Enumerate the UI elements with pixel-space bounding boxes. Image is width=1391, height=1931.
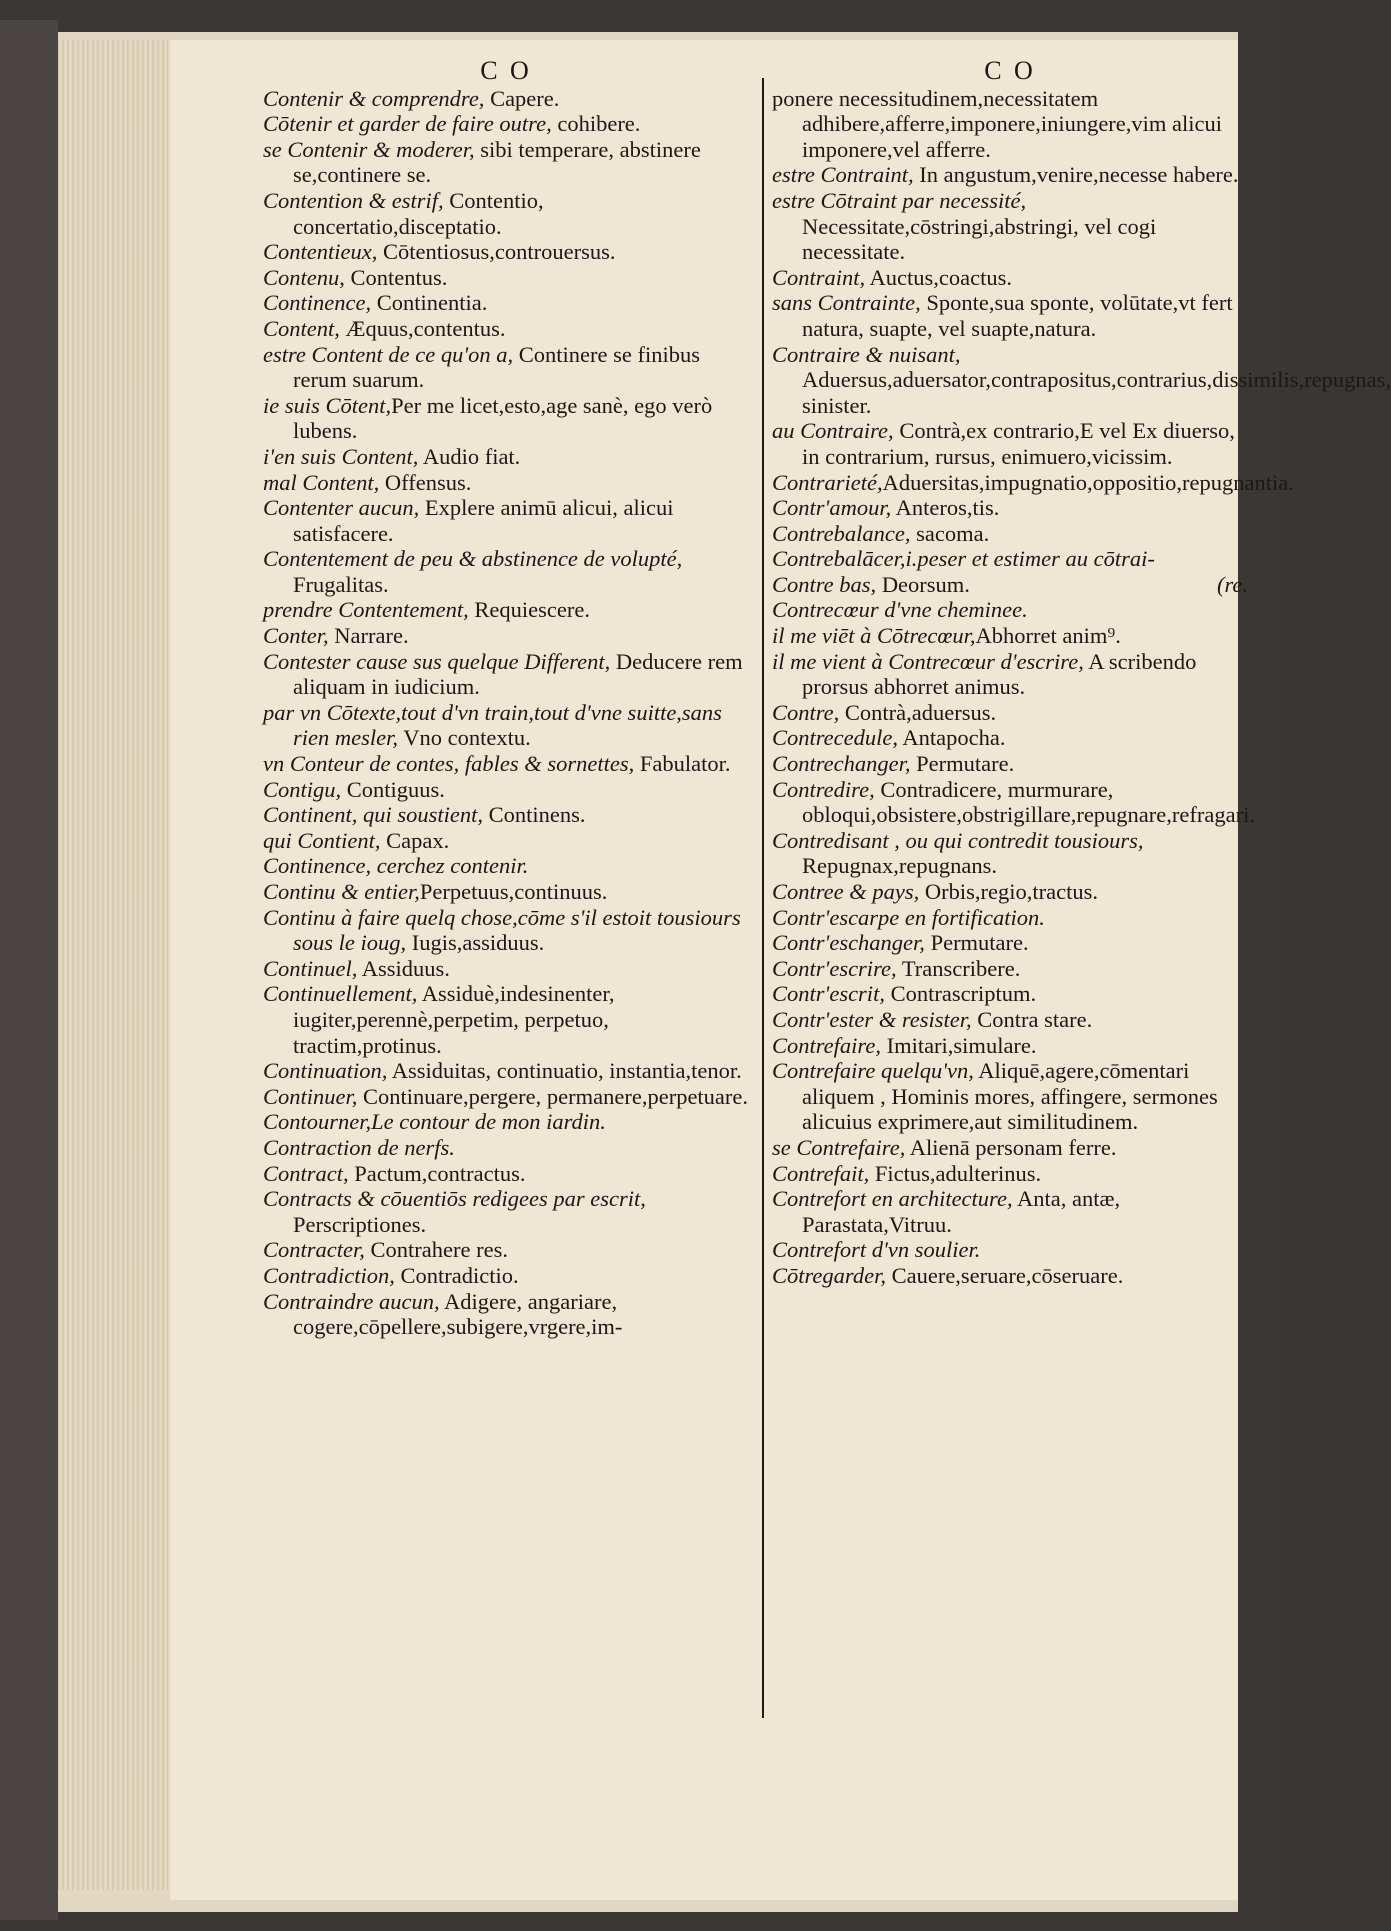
entry-translation: A scribendo prorsus abhorret animus. [802, 648, 1197, 700]
entry-translation: Deducere rem aliquam in iudicium. [293, 648, 743, 700]
entry-translation: Contrà,aduersus. [839, 699, 997, 725]
column-rule [762, 78, 764, 1718]
dictionary-entry [263, 239, 749, 265]
entry-headword: Contenu, [263, 264, 345, 290]
entry-headword: il me viēt à Cōtrecœur, [772, 623, 976, 649]
dictionary-entry [263, 1058, 749, 1084]
entry-headword: Continence, [263, 290, 372, 316]
entry-translation: Offensus. [379, 469, 472, 495]
entry-headword: Contrefaire, [772, 1032, 881, 1058]
entry-headword: Contraire & nuisant, [772, 341, 961, 367]
entry-translation: Necessitate,cōstringi,abstringi, vel cogi necessitate. [802, 213, 1157, 265]
dictionary-entry [263, 470, 749, 496]
entry-headword: Contr'ester & resister, [772, 1006, 972, 1032]
entry-translation: Aliquē,agere,cōmentari aliquem , Hominis mores, affingere, sermones alicuius exprimere,aut similitudinem. [802, 1058, 1218, 1135]
entry-headword: se Contrefaire, [772, 1134, 906, 1160]
entry-translation: Contradictio. [394, 1262, 519, 1288]
dictionary-entry [772, 546, 1248, 572]
entry-headword: Contrefait, [772, 1160, 870, 1186]
entry-headword: Contention & estrif, [263, 187, 444, 213]
entry-translation: Vno contextu. [398, 725, 531, 751]
entry-headword: Conter, [263, 623, 329, 649]
entry-translation: Permutare. [924, 930, 1029, 956]
dictionary-entry [263, 751, 749, 777]
entry-headword: Continuel, [263, 955, 358, 981]
dictionary-entry [263, 879, 749, 905]
entry-headword: Contrefort d'vn soulier. [772, 1237, 981, 1263]
entry-translation: Cōtentiosus,controuersus. [377, 239, 616, 265]
dictionary-entry [772, 1263, 1248, 1289]
entry-headword: Contract, [263, 1160, 349, 1186]
entry-headword: Contredire, [772, 776, 875, 802]
entry-translation: Anteros,tis. [891, 495, 1000, 521]
entry-headword: Continence, cerchez contenir. [263, 853, 529, 879]
entry-translation: Pactum,contractus. [348, 1160, 526, 1186]
dictionary-entry [772, 879, 1248, 905]
dictionary-entry [772, 1007, 1248, 1033]
entry-headword: i'en suis Content, [263, 443, 419, 469]
dictionary-entry [263, 597, 749, 623]
entry-headword: Contree & pays, [772, 879, 920, 904]
entry-translation: Contentus. [344, 264, 448, 290]
entry-headword: Contourner,Le contour de mon iardin. [263, 1109, 606, 1135]
entry-headword: prendre Contentement, [263, 597, 469, 623]
dictionary-entry [263, 290, 749, 316]
entry-headword: Contr'escrire, [772, 955, 897, 981]
entry-translation: Adigere, angariare, cogere,cōpellere,subigere,vrgere,im- [293, 1288, 623, 1340]
entry-headword: Contre bas, [772, 571, 877, 597]
entry-translation: Transcribere. [896, 955, 1021, 981]
dictionary-entry [772, 1135, 1248, 1161]
dictionary-entry [263, 802, 749, 828]
entry-translation: Contrà,ex contrario,E vel Ex diuerso, in contrarium, rursus, enimuero,vicissim. [802, 418, 1235, 469]
entry-translation: Cauere,seruare,cōseruare. [885, 1262, 1124, 1288]
dictionary-entry [263, 777, 749, 803]
entry-headword: estre Content de ce qu'on a, [263, 341, 514, 367]
entry-headword: Contigu, [263, 776, 342, 802]
entry-translation: cohibere. [551, 111, 641, 137]
entry-headword: Contrefaire quelqu'vn, [772, 1058, 974, 1084]
dictionary-entry [263, 623, 749, 649]
entry-translation: Contentio, concertatio,disceptatio. [293, 187, 544, 239]
entry-headword: Contrebalance, [772, 520, 911, 546]
entry-translation: Aduersus,aduersator,contrapositus,contrarius,dissimilis,repugnas, sinister. [802, 367, 1391, 418]
entry-translation: Continere se finibus rerum suarum. [293, 341, 701, 393]
entry-translation: Repugnax,repugnans. [802, 853, 997, 879]
entry-headword: se Contenir & moderer, [263, 136, 475, 162]
entry-translation: Contradicere, murmurare, obloqui,obsistere,obstrigillare,repugnare,refragari. [802, 776, 1255, 828]
entry-headword: mal Content, [263, 469, 380, 495]
entry-translation: Narrare. [328, 623, 409, 649]
entry-headword: par vn Cōtexte,tout d'vn train,tout d'vne suitte,sans rien mesler, [263, 699, 722, 751]
entry-headword: Contenter aucun, [263, 495, 420, 521]
dictionary-entry [263, 1263, 749, 1289]
entry-headword: estre Cōtraint par necessité, [772, 187, 1027, 213]
book-cover-edge [0, 20, 58, 1920]
entry-headword: Continuellement, [263, 981, 418, 1007]
entry-headword: Contrefort en architecture, [772, 1186, 1013, 1212]
entry-translation: Continuare,pergere, permanere,perpetuare. [357, 1083, 749, 1109]
entry-headword: il me vient à Contrecœur d'escrire, [772, 648, 1084, 674]
dictionary-entry [772, 265, 1248, 291]
dictionary-entry [772, 751, 1248, 777]
entry-headword: Contraction de nerfs. [263, 1134, 455, 1160]
dictionary-entry [772, 956, 1248, 982]
entry-turnover: (re. [1216, 571, 1248, 597]
entry-translation: Frugalitas. [293, 571, 389, 597]
entry-headword: Contr'amour, [772, 495, 892, 521]
dictionary-entry [263, 546, 749, 597]
entry-headword: Contrecœur d'vne cheminee. [772, 597, 1028, 623]
entry-translation: Contiguus. [341, 776, 445, 802]
dictionary-entry [263, 905, 749, 956]
dictionary-entry [263, 393, 749, 444]
entry-headword: Contr'escarpe en fortification. [772, 904, 1045, 930]
dictionary-entry [263, 342, 749, 393]
entry-translation: Assiduitas, continuatio, instantia,tenor. [387, 1058, 742, 1084]
entry-translation: Contrascriptum. [884, 981, 1037, 1007]
page-edges [58, 40, 168, 1890]
dictionary-entry [772, 418, 1248, 469]
entry-headword: Contracts & cōuentiōs redigees par escrit, [263, 1186, 646, 1212]
entry-translation: Orbis,regio,tractus. [919, 879, 1098, 904]
dictionary-entry [263, 1084, 749, 1110]
dictionary-entry [772, 623, 1248, 649]
entry-translation: Auctus,coactus. [865, 264, 1012, 290]
entry-translation: Perpetuus,continuus. [419, 879, 608, 904]
dictionary-entry [772, 649, 1248, 700]
entry-translation: Requiescere. [468, 597, 590, 623]
entry-headword: Contrarieté, [772, 469, 883, 495]
dictionary-entry [263, 853, 749, 879]
dictionary-entry [263, 828, 749, 854]
dictionary-entry [263, 1135, 749, 1161]
entry-headword: Contrechanger, [772, 751, 911, 777]
dictionary-entry [263, 981, 749, 1058]
dictionary-entry [772, 521, 1248, 547]
dictionary-entry [263, 86, 749, 112]
entry-translation: Permutare. [910, 751, 1015, 777]
entry-headword: Contraindre aucun, [263, 1288, 440, 1314]
entry-headword: Contraint, [772, 264, 866, 290]
entry-translation: Fictus,adulterinus. [869, 1160, 1042, 1186]
entry-headword: Continu à faire quelq chose,cōme s'il estoit tousiours sous le ioug, [263, 904, 741, 956]
entry-translation: Deorsum. [876, 571, 970, 597]
dictionary-entry [772, 290, 1248, 341]
entry-translation: Imitari,simulare. [880, 1032, 1037, 1058]
left-entry-list [263, 86, 749, 1340]
dictionary-entry [772, 930, 1248, 956]
dictionary-entry [772, 905, 1248, 931]
entry-headword: ie suis Cōtent, [263, 392, 392, 418]
entry-headword: Contre, [772, 699, 840, 725]
entry-headword: Contentieux, [263, 239, 378, 265]
entry-headword: vn Conteur de contes, fables & sornettes, [263, 751, 635, 777]
entry-headword: Contentement de peu & abstinence de volupté, [263, 546, 683, 572]
entry-translation: Explere animū alicui, alicui satisfacere. [293, 495, 674, 546]
entry-headword: qui Contient, [263, 827, 381, 853]
entry-translation: Contrahere res. [364, 1237, 508, 1263]
dictionary-entry [263, 265, 749, 291]
entry-headword: Contradiction, [263, 1262, 395, 1288]
entry-headword: sans Contrainte, [772, 290, 921, 316]
running-head-right: C O [984, 56, 1036, 85]
entry-translation: Audio fiat. [418, 443, 521, 469]
entry-headword: Contr'escrit, [772, 981, 885, 1007]
entry-headword: Contrebalācer,i.peser et estimer au cōtrai- [772, 546, 1155, 572]
entry-translation: Abhorret anim⁹. [975, 623, 1121, 649]
entry-headword: Cōtenir et garder de faire outre, [263, 111, 552, 137]
entry-headword: Continu & entier, [263, 879, 420, 904]
entry-headword: Contrecedule, [772, 725, 899, 751]
entry-headword: Continuation, [263, 1058, 388, 1084]
entry-headword: Contredisant , ou qui contredit tousiours, [772, 827, 1144, 853]
entry-translation: Perscriptiones. [293, 1211, 427, 1237]
dictionary-entry [263, 316, 749, 342]
left-column [263, 58, 749, 1340]
dictionary-entry [772, 162, 1248, 188]
entry-headword: Contenir & comprendre, [263, 85, 485, 111]
dictionary-entry [772, 188, 1248, 265]
dictionary-entry [263, 700, 749, 751]
entry-translation: Iugis,assiduus. [406, 930, 545, 956]
dictionary-entry [772, 597, 1248, 623]
dictionary-entry [263, 1289, 749, 1340]
dictionary-entry [263, 1237, 749, 1263]
dictionary-entry [772, 828, 1248, 879]
dictionary-entry [772, 700, 1248, 726]
dictionary-entry [772, 86, 1248, 163]
dictionary-entry [772, 341, 1391, 419]
dictionary-entry [263, 188, 749, 239]
dictionary-entry [772, 572, 1248, 598]
entry-headword: Cōtregarder, [772, 1262, 886, 1288]
dictionary-entry [263, 1109, 749, 1135]
entry-translation: Sponte,sua sponte, volūtate,vt fert natura, suapte, vel suapte,natura. [802, 290, 1233, 341]
dictionary-entry [772, 1033, 1248, 1059]
entry-translation: Contra stare. [971, 1006, 1093, 1032]
entry-translation: Assiduè,indesinenter, iugiter,perennè,perpetim, perpetuo, tractim,protinus. [293, 981, 615, 1058]
dictionary-entry [263, 495, 749, 546]
right-column [772, 56, 1391, 1289]
dictionary-entry [263, 137, 749, 188]
entry-translation: Capax. [380, 827, 450, 853]
dictionary-entry [772, 1161, 1248, 1187]
entry-translation: Antapocha. [898, 725, 1006, 751]
entry-translation: Alienā personam ferre. [905, 1134, 1117, 1160]
entry-translation: Continens. [483, 802, 586, 828]
running-head-left: C O [480, 56, 532, 85]
entry-translation: Per me licet,esto,age sanè, ego verò lubens. [293, 392, 713, 444]
entry-translation: sacoma. [910, 520, 990, 546]
entry-translation: Anta, antæ, Parastata,Vitruu. [802, 1186, 1121, 1237]
dictionary-entry [263, 1161, 749, 1187]
entry-headword: Continent, qui soustient, [263, 802, 484, 828]
entry-translation: Fabulator. [634, 751, 731, 777]
dictionary-entry [772, 776, 1255, 828]
dictionary-entry [772, 1186, 1248, 1237]
entry-translation: ponere necessitudinem,necessitatem adhibere,afferre,imponere,iniungere,vim alicui imponere,vel afferre. [772, 85, 1223, 162]
dictionary-entry [263, 649, 749, 700]
entry-headword: Continuer, [263, 1083, 358, 1109]
entry-headword: au Contraire, [772, 418, 894, 444]
dictionary-entry [263, 1186, 749, 1237]
entry-translation: Assiduus. [357, 955, 450, 981]
dictionary-entry [263, 111, 749, 137]
entry-translation: In angustum,venire,necesse habere. [913, 162, 1239, 188]
entry-translation: Capere. [484, 85, 560, 111]
dictionary-entry [772, 1237, 1248, 1263]
entry-translation: Continentia. [371, 290, 488, 316]
dictionary-entry [772, 725, 1248, 751]
dictionary-entry [772, 469, 1294, 496]
entry-translation: Æquus,contentus. [339, 315, 506, 341]
dictionary-entry [263, 444, 749, 470]
entry-headword: estre Contraint, [772, 162, 914, 188]
entry-headword: Content, [263, 315, 340, 341]
right-entry-list [772, 85, 1391, 1289]
dictionary-entry [772, 495, 1248, 521]
entry-translation: sibi temperare, abstinere se,continere se. [293, 136, 701, 188]
entry-headword: Contr'eschanger, [772, 930, 925, 956]
entry-headword: Contracter, [263, 1237, 365, 1263]
dictionary-entry [263, 956, 749, 982]
entry-headword: Contester cause sus quelque Different, [263, 648, 611, 674]
dictionary-entry [772, 1058, 1248, 1135]
dictionary-entry [772, 981, 1248, 1007]
entry-translation: Aduersitas,impugnatio,oppositio,repugnantia. [882, 469, 1294, 495]
